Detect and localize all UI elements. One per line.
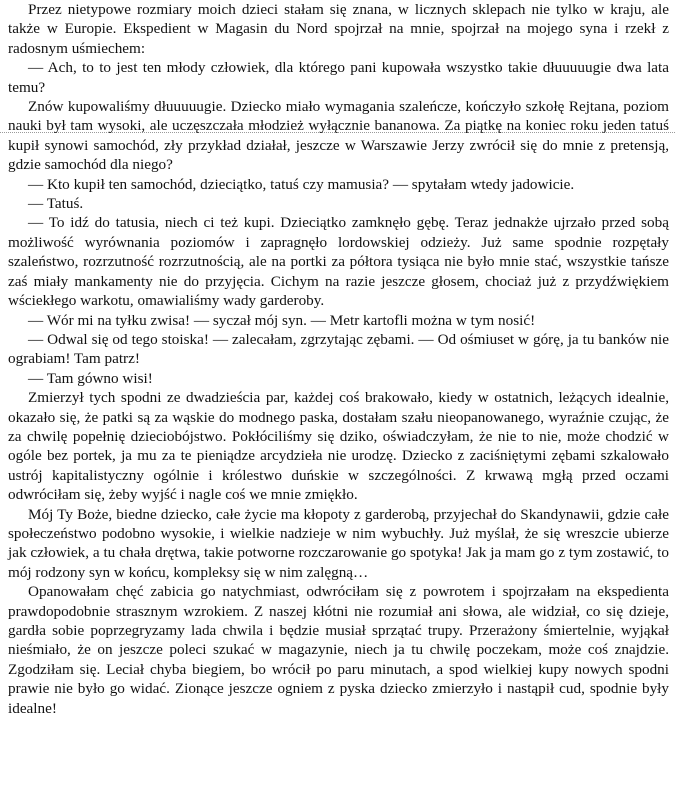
paragraph-4: — Kto kupił ten samochód, dzieciątko, tatuś czy mamusia? — spytałam wtedy jadowicie.	[28, 175, 575, 193]
document-page	[8, 0, 669, 718]
paragraph-8: — Odwal się od tego stoiska! — zalecałam, zgrzytając zębami. — Od ośmiuset w górę, ja tu banków nie ograbiam! Tam patrz!	[8, 330, 669, 368]
paragraph-1: Przez nietypowe rozmiary moich dzieci stałam się znana, w licznych sklepach nie tylko w kraju, ale także w Europie. Ekspedient w Magasin du Nord spojrzał na mnie, spojrzał na mojego syna i rzekł z radosnym uśmiechem:	[8, 1, 669, 57]
paragraph-11: Mój Ty Boże, biedne dziecko, całe życie ma kłopoty z garderobą, przyjechał do Skandynawii, gdzie całe społeczeństwo podobno wysokie, i wielkie nadzieje w nim wybuchły. Już myślał, że się wreszcie ubierze jak człowiek, a tu chała drętwa, takie potworne rozczarowanie go spotyka! Jak ja mam go z tym zostawić, to mój rodzony syn w końcu, kompleksy się w nim zalęgną…	[8, 505, 669, 581]
paragraph-6: — To idź do tatusia, niech ci też kupi. Dzieciątko zamknęło gębę. Teraz jednakże ujrzało przed sobą możliwość wyrównania poziomów i zapragnęło lordowskiej odzieży. Już same spodnie rozpętały szaleństwo, rozrzutność rozrzutnością, ale na portki za półtora tysiąca nie było mnie stać, wszystkie tańsze zaś miały mankamenty nie do przyjęcia. Cichym na razie jeszcze głosem, chociaż już z przydźwiękiem wściekłego warkotu, omawialiśmy wady garderoby.	[8, 214, 669, 310]
paragraph-5: — Tatuś.	[28, 195, 84, 213]
paragraph-9: — Tam gówno wisi!	[28, 369, 153, 387]
paragraph-3: Znów kupowaliśmy dłuuuuugie. Dziecko miało wymagania szaleńcze, kończyło szkołę Rejtana, poziom nauki był tam wysoki, ale uczęszczała młodzież wyłącznie bananowa. Za piątkę na koniec roku jeden tatuś kupił synowi samochód, zły przykład działał, jeszcze w Warszawie Jerzy zwrócił się do mnie z pretensją, gdzie samochód dla niego?	[8, 98, 669, 174]
paragraph-7: — Wór mi na tyłku zwisa! — syczał mój syn. — Metr kartofli można w tym nosić!	[28, 311, 536, 329]
paragraph-10: Zmierzył tych spodni ze dwadzieścia par, każdej coś brakowało, kiedy w ostatnich, leżących idealnie, okazało się, że patki są za wąskie do modnego paska, dostałam szału nieopanowanego, wyraźnie czując, że za chwilę popełnię dzieciobójstwo. Pokłóciliśmy się dziko, oświadczyłam, że nie to nie, może chodzić w ogóle bez portek, ja mu za te pieniądze arcydzieła nie urodzę. Dziecko z zaciśniętymi zębami szkalowało ustrój kapitalistyczny ogólnie i królestwo duńskie w szczególności. Z krwawą mgłą przed oczami odwróciłam się, żeby wyjść i nagle coś we mnie zmiękło.	[8, 389, 669, 504]
paragraph-12: Opanowałam chęć zabicia go natychmiast, odwróciłam się z powrotem i spojrzałam na ekspedienta prawdopodobnie strasznym wzrokiem. Z naszej kłótni nie rozumiał ani słowa, ale widział, co się dzieje, gardła sobie poprzegryzamy lada chwila i będzie musiał sprzątać trupy. Przerażony śmiertelnie, wyjąkał nieśmiało, że on jeszcze poleci szukać w magazynie, niech ja tu chwilę poczekam, może coś znajdzie. Zgodziłam się. Leciał chyba biegiem, bo wrócił po paru minutach, a spod wielkiej kupy nowych spodni prawie nie było go widać. Zionące jeszcze ogniem z pyska dziecko zmierzyło i nastąpił cud, spodnie były idealne!	[8, 583, 669, 717]
paragraph-2: — Ach, to to jest ten młody człowiek, dla którego pani kupowała wszystko takie dłuuuuugie dwa lata temu?	[8, 59, 669, 96]
